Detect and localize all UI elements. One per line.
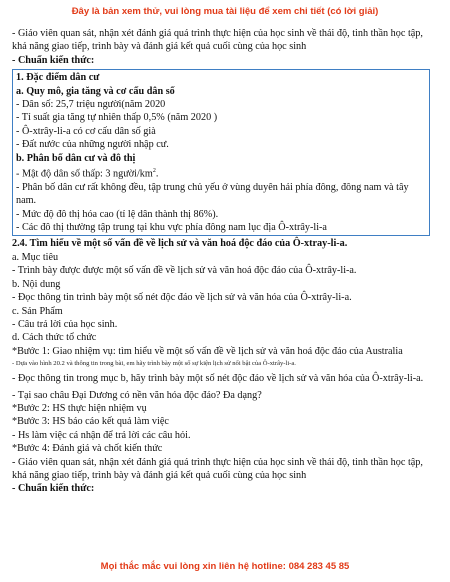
step-1: *Bước 1: Giao nhiệm vụ: tìm hiểu về một số vấn đề về lịch sử và văn hoá độc đáo của Australia [12,345,403,357]
hotline-banner: Mọi thắc mắc vui lòng xin liên hệ hotline: 084 283 45 85 [100,561,350,572]
section-2-4-title: 2.4. Tìm hiểu về một số vấn đề về lịch sử và văn hoá độc đáo của Ô-xtray-li-a. [12,238,348,250]
box-item: - Dân số: 25,7 triệu người(năm 2020 [16,99,166,111]
box-item: - Các đô thị thường tập trung tại khu vực phía đông nam lục địa Ô-xtrây-li-a [16,222,327,234]
objective-text: - Trình bày được được một số vấn đề về lịch sử và văn hoá độc đáo của Ô-xtrây-li-a. [12,265,357,277]
small-note: - Dựa vào hình 20.2 và thông tin trong bài, em hãy trình bày một số sự kiện lịch sử nổi bật của Ô-xtrây-li-a. [12,360,296,368]
intro-chuan-kien-thuc: - Chuẩn kiến thức: [12,54,95,66]
box-item: - Phân bố dân cư rất không đều, tập trung chủ yếu ở vùng duyên hải phía đông, đông nam và tây nam. [16,181,409,207]
density-superscript: 2 [152,168,156,175]
read-info-task: - Đọc thông tin trong mục b, hãy trình bày một số nét độc đáo về lịch sử và văn hóa của Ô-xtrây-li-a. [12,373,424,385]
density-period: . [155,168,159,180]
content-text: - Đọc thông tin trình bày một số nét độc đáo về lịch sử và văn hóa của Ô-xtrây-li-a. [12,292,352,304]
method-label: d. Cách thức tổ chức [12,332,97,344]
product-label: c. Sản Phẩm [12,305,63,317]
box-heading-a: a. Quy mô, gia tăng và cơ cấu dân số [16,85,175,97]
knowledge-box [12,69,430,236]
evaluation-text: - Giáo viên quan sát, nhận xét đánh giá quá trình thực hiện của học sinh về thái độ, tinh thần học tập, khả năng giao tiếp, trình bày và đánh giá kết quả cuối cùng của học sinh [12,456,423,481]
question: - Tại sao châu Đại Dương có nền văn hóa độc đáo? Đa dạng? [12,389,262,401]
section-chuan-kien-thuc: - Chuẩn kiến thức: [12,483,95,495]
document-body [12,27,440,496]
step-2: *Bước 2: HS thực hiện nhiệm vụ [12,402,147,414]
box-item: - Tỉ suất gia tăng tự nhiên thấp 0,5% (năm 2020 ) [16,112,218,124]
step-3-text: - Hs làm việc cá nhận để trả lời các câu hỏi. [12,429,191,441]
objective-label: a. Mục tiêu [12,251,59,263]
step-4: *Bước 4: Đánh giá và chốt kiến thức [12,443,163,455]
content-label: b. Nội dung [12,278,61,290]
preview-banner: Đây là bản xem thử, vui lòng mua tài liệu để xem chi tiết (có lời giải) [71,6,379,17]
box-item: - Ô-xtrây-li-a có cơ cấu dân số già [16,125,156,137]
box-heading-b: b. Phân bố dân cư và đô thị [16,152,136,164]
intro-evaluation: - Giáo viên quan sát, nhận xét đánh giá quá trình thực hiện của học sinh về thái độ, tinh thần học tập, khả năng giao tiếp, trình bày và đánh giá kết quả cuối cùng của học sinh [12,28,423,53]
step-3: *Bước 3: HS báo cáo kết quả làm việc [12,416,169,428]
box-item-density [16,165,426,181]
box-heading-1: 1. Đặc điểm dân cư [16,72,100,84]
density-text: - Mật độ dân số thấp: 3 người/km [16,168,153,180]
product-text: - Câu trả lời của học sinh. [12,318,118,330]
box-item: - Đất nước của những người nhập cư. [16,139,169,151]
box-item: - Mức độ đô thị hóa cao (tỉ lệ dân thành thị 86%). [16,208,219,220]
